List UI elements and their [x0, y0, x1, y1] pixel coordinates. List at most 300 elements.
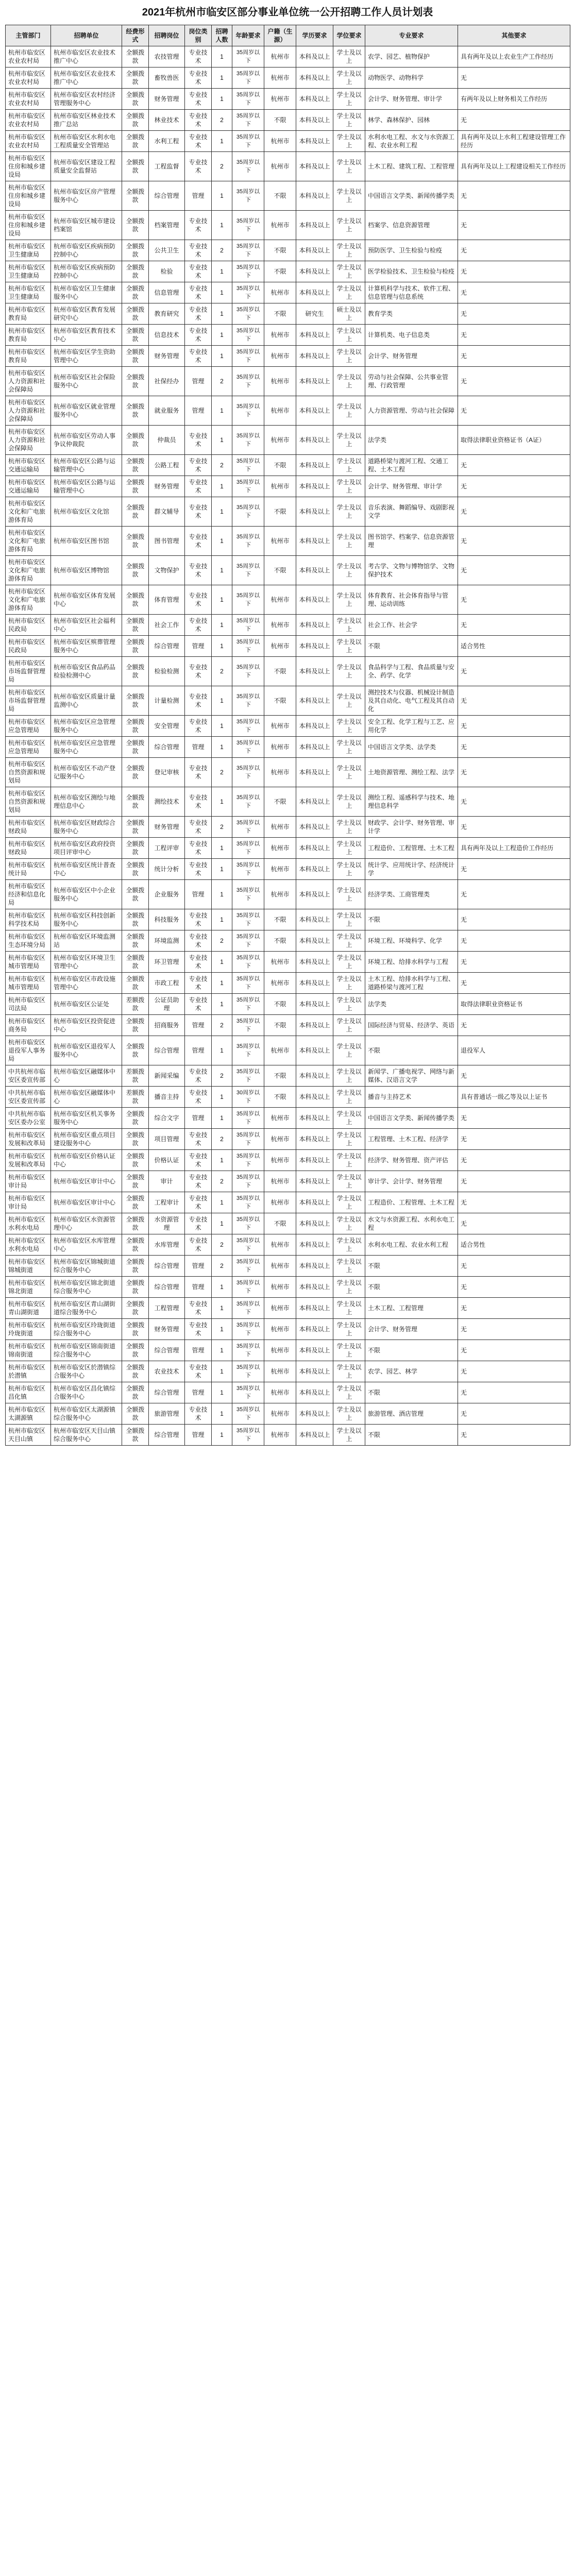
cell-other: 无 — [458, 1340, 570, 1361]
cell-degree: 学士及以上 — [333, 1234, 365, 1256]
cell-type: 专业技术 — [185, 131, 212, 152]
cell-count: 1 — [212, 1319, 232, 1340]
cell-edu: 本科及以上 — [296, 758, 333, 787]
cell-degree: 学士及以上 — [333, 325, 365, 346]
cell-unit: 杭州市临安区公路与运输管理中心 — [51, 455, 122, 476]
cell-major: 工程造价、工程管理、土木工程 — [365, 1192, 458, 1213]
table-row — [6, 636, 570, 657]
cell-count: 1 — [212, 1340, 232, 1361]
cell-age: 35周岁以下 — [232, 1382, 264, 1403]
cell-unit: 杭州市临安区机关事务服务中心 — [51, 1108, 122, 1129]
cell-major: 音乐表演、舞蹈编导、戏剧影视文学 — [365, 497, 458, 527]
cell-hukou: 杭州市 — [264, 737, 296, 758]
cell-other: 无 — [458, 952, 570, 973]
cell-hukou: 杭州市 — [264, 1108, 296, 1129]
cell-type: 专业技术 — [185, 497, 212, 527]
cell-major: 经济学类、工商管理类 — [365, 880, 458, 909]
table-row — [6, 426, 570, 455]
cell-unit: 杭州市临安区锦城街道综合服务中心 — [51, 1256, 122, 1277]
cell-position: 社会工作 — [149, 615, 185, 636]
cell-edu: 本科及以上 — [296, 1087, 333, 1108]
table-row — [6, 1150, 570, 1171]
cell-fund: 全额拨款 — [122, 636, 149, 657]
cell-dept: 杭州市临安区教育局 — [6, 346, 51, 367]
table-row — [6, 1015, 570, 1036]
cell-degree: 学士及以上 — [333, 1298, 365, 1319]
cell-other: 无 — [458, 367, 570, 396]
cell-degree: 学士及以上 — [333, 556, 365, 585]
cell-hukou: 杭州市 — [264, 1403, 296, 1425]
cell-position: 科技服务 — [149, 909, 185, 930]
cell-unit: 杭州市临安区中小企业服务中心 — [51, 880, 122, 909]
cell-type: 专业技术 — [185, 952, 212, 973]
cell-type: 专业技术 — [185, 152, 212, 181]
table-row — [6, 1403, 570, 1425]
cell-type: 专业技术 — [185, 455, 212, 476]
table-row — [6, 1319, 570, 1340]
cell-type: 专业技术 — [185, 282, 212, 303]
cell-dept: 杭州市临安区於潜镇 — [6, 1361, 51, 1382]
cell-degree: 学士及以上 — [333, 346, 365, 367]
cell-dept: 杭州市临安区卫生健康局 — [6, 240, 51, 261]
cell-position: 综合管理 — [149, 1256, 185, 1277]
cell-position: 财务管理 — [149, 89, 185, 110]
cell-hukou: 杭州市 — [264, 636, 296, 657]
cell-unit: 杭州市临安区体育发展中心 — [51, 585, 122, 615]
cell-major: 会计学、财务管理、审计学 — [365, 89, 458, 110]
cell-age: 35周岁以下 — [232, 758, 264, 787]
cell-type: 管理 — [185, 1036, 212, 1065]
cell-age: 35周岁以下 — [232, 657, 264, 686]
cell-fund: 全额拨款 — [122, 152, 149, 181]
cell-degree: 学士及以上 — [333, 1192, 365, 1213]
cell-dept: 杭州市临安区昌化镇 — [6, 1382, 51, 1403]
cell-hukou: 不限 — [264, 240, 296, 261]
cell-type: 专业技术 — [185, 1129, 212, 1150]
cell-hukou: 不限 — [264, 455, 296, 476]
cell-dept: 杭州市临安区自然资源和规划局 — [6, 787, 51, 817]
header-dept: 主管部门 — [6, 25, 51, 46]
cell-unit: 杭州市临安区林业技术推广总站 — [51, 110, 122, 131]
cell-type: 管理 — [185, 636, 212, 657]
table-row — [6, 1277, 570, 1298]
cell-major: 环境工程、给排水科学与工程 — [365, 952, 458, 973]
cell-position: 检验 — [149, 261, 185, 282]
cell-type: 专业技术 — [185, 859, 212, 880]
cell-dept: 杭州市临安区教育局 — [6, 303, 51, 325]
cell-age: 35周岁以下 — [232, 1065, 264, 1087]
cell-degree: 学士及以上 — [333, 497, 365, 527]
cell-position: 财务管理 — [149, 1319, 185, 1340]
cell-other: 无 — [458, 110, 570, 131]
cell-other: 无 — [458, 758, 570, 787]
cell-edu: 本科及以上 — [296, 994, 333, 1015]
cell-other: 无 — [458, 1425, 570, 1446]
cell-position: 工程监督 — [149, 152, 185, 181]
table-row — [6, 346, 570, 367]
cell-position: 公路工程 — [149, 455, 185, 476]
cell-type: 管理 — [185, 1425, 212, 1446]
cell-dept: 杭州市临安区锦北街道 — [6, 1277, 51, 1298]
cell-fund: 全额拨款 — [122, 455, 149, 476]
cell-age: 35周岁以下 — [232, 1256, 264, 1277]
cell-hukou: 杭州市 — [264, 973, 296, 994]
cell-age: 35周岁以下 — [232, 973, 264, 994]
cell-fund: 全额拨款 — [122, 527, 149, 556]
cell-edu: 本科及以上 — [296, 909, 333, 930]
cell-position: 群文辅导 — [149, 497, 185, 527]
cell-position: 工程审计 — [149, 1192, 185, 1213]
cell-position: 测绘技术 — [149, 787, 185, 817]
cell-edu: 本科及以上 — [296, 1150, 333, 1171]
cell-dept: 杭州市临安区农业农村局 — [6, 131, 51, 152]
cell-edu: 本科及以上 — [296, 476, 333, 497]
cell-type: 专业技术 — [185, 211, 212, 240]
table-row — [6, 1234, 570, 1256]
cell-position: 仲裁员 — [149, 426, 185, 455]
cell-type: 专业技术 — [185, 556, 212, 585]
cell-unit: 杭州市临安区锦北街道综合服务中心 — [51, 1277, 122, 1298]
cell-hukou: 不限 — [264, 994, 296, 1015]
cell-hukou: 杭州市 — [264, 325, 296, 346]
cell-hukou: 杭州市 — [264, 396, 296, 426]
cell-type: 管理 — [185, 880, 212, 909]
cell-count: 1 — [212, 787, 232, 817]
cell-degree: 学士及以上 — [333, 211, 365, 240]
cell-major: 不限 — [365, 909, 458, 930]
cell-major: 土地资源管理、测绘工程、法学 — [365, 758, 458, 787]
cell-degree: 学士及以上 — [333, 817, 365, 838]
cell-major: 农学、园艺、植物保护 — [365, 46, 458, 67]
cell-position: 社保经办 — [149, 367, 185, 396]
cell-major: 土木工程、给排水科学与工程、道路桥梁与渡河工程 — [365, 973, 458, 994]
cell-type: 专业技术 — [185, 838, 212, 859]
cell-degree: 学士及以上 — [333, 1108, 365, 1129]
cell-age: 35周岁以下 — [232, 909, 264, 930]
cell-edu: 本科及以上 — [296, 1108, 333, 1129]
cell-degree: 学士及以上 — [333, 636, 365, 657]
cell-degree: 学士及以上 — [333, 909, 365, 930]
cell-degree: 学士及以上 — [333, 838, 365, 859]
cell-other: 无 — [458, 303, 570, 325]
cell-other: 无 — [458, 1382, 570, 1403]
cell-degree: 学士及以上 — [333, 716, 365, 737]
header-hukou: 户籍（生源） — [264, 25, 296, 46]
cell-type: 专业技术 — [185, 973, 212, 994]
cell-edu: 本科及以上 — [296, 787, 333, 817]
cell-fund: 全额拨款 — [122, 67, 149, 89]
cell-type: 专业技术 — [185, 527, 212, 556]
cell-dept: 杭州市临安区天目山镇 — [6, 1425, 51, 1446]
cell-other: 无 — [458, 1256, 570, 1277]
cell-edu: 本科及以上 — [296, 367, 333, 396]
cell-type: 专业技术 — [185, 89, 212, 110]
cell-major: 图书馆学、档案学、信息资源管理 — [365, 527, 458, 556]
cell-degree: 学士及以上 — [333, 1036, 365, 1065]
cell-type: 专业技术 — [185, 1234, 212, 1256]
cell-unit: 杭州市临安区市政设施管理中心 — [51, 973, 122, 994]
cell-count: 1 — [212, 1192, 232, 1213]
cell-edu: 本科及以上 — [296, 240, 333, 261]
table-row — [6, 1425, 570, 1446]
cell-edu: 本科及以上 — [296, 110, 333, 131]
cell-major: 国际经济与贸易、经济学、英语 — [365, 1015, 458, 1036]
cell-major: 测绘工程、遥感科学与技术、地理信息科学 — [365, 787, 458, 817]
cell-major: 档案学、信息资源管理 — [365, 211, 458, 240]
table-row — [6, 89, 570, 110]
cell-hukou: 杭州市 — [264, 615, 296, 636]
cell-age: 35周岁以下 — [232, 1277, 264, 1298]
cell-fund: 全额拨款 — [122, 131, 149, 152]
cell-hukou: 杭州市 — [264, 1425, 296, 1446]
table-row — [6, 211, 570, 240]
cell-position: 信息技术 — [149, 325, 185, 346]
cell-fund: 全额拨款 — [122, 1298, 149, 1319]
cell-fund: 全额拨款 — [122, 787, 149, 817]
cell-hukou: 杭州市 — [264, 282, 296, 303]
cell-degree: 学士及以上 — [333, 758, 365, 787]
cell-fund: 全额拨款 — [122, 1108, 149, 1129]
cell-other: 无 — [458, 817, 570, 838]
cell-hukou: 杭州市 — [264, 1361, 296, 1382]
cell-other: 无 — [458, 909, 570, 930]
cell-dept: 杭州市临安区水利水电局 — [6, 1234, 51, 1256]
cell-edu: 本科及以上 — [296, 426, 333, 455]
cell-fund: 全额拨款 — [122, 367, 149, 396]
cell-edu: 本科及以上 — [296, 817, 333, 838]
cell-position: 农业技术 — [149, 1361, 185, 1382]
cell-degree: 学士及以上 — [333, 240, 365, 261]
table-row — [6, 497, 570, 527]
cell-hukou: 不限 — [264, 686, 296, 716]
cell-other: 无 — [458, 716, 570, 737]
cell-degree: 学士及以上 — [333, 1213, 365, 1234]
cell-type: 管理 — [185, 1277, 212, 1298]
cell-major: 会计学、财务管理 — [365, 1319, 458, 1340]
table-row — [6, 303, 570, 325]
cell-unit: 杭州市临安区锦南街道综合服务中心 — [51, 1340, 122, 1361]
cell-dept: 杭州市临安区人力资源和社会保障局 — [6, 367, 51, 396]
cell-age: 30周岁以下 — [232, 1087, 264, 1108]
cell-type: 专业技术 — [185, 930, 212, 952]
cell-fund: 全额拨款 — [122, 686, 149, 716]
cell-dept: 杭州市临安区水利水电局 — [6, 1213, 51, 1234]
cell-age: 35周岁以下 — [232, 686, 264, 716]
cell-age: 35周岁以下 — [232, 89, 264, 110]
cell-dept: 杭州市临安区统计局 — [6, 859, 51, 880]
cell-dept: 杭州市临安区住房和城乡建设局 — [6, 152, 51, 181]
cell-edu: 本科及以上 — [296, 1129, 333, 1150]
cell-type: 专业技术 — [185, 585, 212, 615]
table-row — [6, 716, 570, 737]
cell-edu: 本科及以上 — [296, 1065, 333, 1087]
cell-age: 35周岁以下 — [232, 131, 264, 152]
cell-count: 1 — [212, 476, 232, 497]
cell-degree: 学士及以上 — [333, 859, 365, 880]
table-row — [6, 973, 570, 994]
cell-count: 1 — [212, 89, 232, 110]
cell-edu: 本科及以上 — [296, 859, 333, 880]
cell-fund: 全额拨款 — [122, 585, 149, 615]
cell-dept: 杭州市临安区财政局 — [6, 817, 51, 838]
cell-unit: 杭州市临安区政府投资项目评审中心 — [51, 838, 122, 859]
table-row — [6, 585, 570, 615]
cell-position: 市政工程 — [149, 973, 185, 994]
cell-position: 新闻采编 — [149, 1065, 185, 1087]
table-row — [6, 1256, 570, 1277]
cell-hukou: 杭州市 — [264, 952, 296, 973]
cell-other: 无 — [458, 1361, 570, 1382]
cell-other: 具有两年及以上水利工程建设管理工作经历 — [458, 131, 570, 152]
cell-dept: 杭州市临安区青山湖街道 — [6, 1298, 51, 1319]
cell-count: 1 — [212, 615, 232, 636]
cell-major: 社会工作、社会学 — [365, 615, 458, 636]
cell-fund: 全额拨款 — [122, 909, 149, 930]
cell-unit: 杭州市临安区社会保险服务中心 — [51, 367, 122, 396]
cell-position: 综合管理 — [149, 1425, 185, 1446]
cell-major: 土木工程、工程管理 — [365, 1298, 458, 1319]
table-row — [6, 1065, 570, 1087]
table-row — [6, 527, 570, 556]
cell-age: 35周岁以下 — [232, 1361, 264, 1382]
cell-major: 法学类 — [365, 994, 458, 1015]
cell-age: 35周岁以下 — [232, 1171, 264, 1192]
cell-edu: 本科及以上 — [296, 585, 333, 615]
cell-count: 1 — [212, 1382, 232, 1403]
cell-hukou: 杭州市 — [264, 1036, 296, 1065]
cell-count: 2 — [212, 367, 232, 396]
cell-age: 35周岁以下 — [232, 527, 264, 556]
cell-type: 专业技术 — [185, 1319, 212, 1340]
page-title: 2021年杭州市临安区部分事业单位统一公开招聘工作人员计划表 — [142, 7, 433, 18]
cell-age: 35周岁以下 — [232, 46, 264, 67]
cell-fund: 全额拨款 — [122, 1425, 149, 1446]
cell-unit: 杭州市临安区疾病预防控制中心 — [51, 240, 122, 261]
cell-fund: 全额拨款 — [122, 396, 149, 426]
cell-other: 无 — [458, 240, 570, 261]
cell-edu: 本科及以上 — [296, 325, 333, 346]
cell-unit: 杭州市临安区环境监测站 — [51, 930, 122, 952]
cell-fund: 全额拨款 — [122, 1382, 149, 1403]
cell-fund: 全额拨款 — [122, 1015, 149, 1036]
cell-hukou: 杭州市 — [264, 46, 296, 67]
cell-type: 专业技术 — [185, 686, 212, 716]
header-count: 招聘人数 — [212, 25, 232, 46]
cell-position: 公证员助理 — [149, 994, 185, 1015]
cell-edu: 本科及以上 — [296, 1298, 333, 1319]
cell-count: 1 — [212, 211, 232, 240]
cell-hukou: 杭州市 — [264, 1382, 296, 1403]
cell-count: 1 — [212, 636, 232, 657]
cell-hukou: 杭州市 — [264, 67, 296, 89]
cell-major: 审计学、会计学、财务管理 — [365, 1171, 458, 1192]
cell-major: 旅游管理、酒店管理 — [365, 1403, 458, 1425]
cell-edu: 本科及以上 — [296, 1015, 333, 1036]
cell-degree: 学士及以上 — [333, 1256, 365, 1277]
cell-type: 专业技术 — [185, 46, 212, 67]
cell-hukou: 杭州市 — [264, 859, 296, 880]
table-row — [6, 994, 570, 1015]
cell-fund: 全额拨款 — [122, 556, 149, 585]
cell-major: 财政学、会计学、财务管理、审计学 — [365, 817, 458, 838]
cell-position: 农技管理 — [149, 46, 185, 67]
cell-degree: 学士及以上 — [333, 686, 365, 716]
cell-count: 1 — [212, 1213, 232, 1234]
cell-count: 1 — [212, 973, 232, 994]
cell-degree: 学士及以上 — [333, 476, 365, 497]
cell-other: 无 — [458, 787, 570, 817]
cell-unit: 杭州市临安区水库管理中心 — [51, 1234, 122, 1256]
cell-count: 1 — [212, 527, 232, 556]
cell-unit: 杭州市临安区天目山镇综合服务中心 — [51, 1425, 122, 1446]
cell-degree: 学士及以上 — [333, 110, 365, 131]
cell-major: 工程管理、土木工程、经济学 — [365, 1129, 458, 1150]
table-row — [6, 46, 570, 67]
cell-dept: 杭州市临安区生态环境分局 — [6, 930, 51, 952]
cell-type: 专业技术 — [185, 346, 212, 367]
header-age: 年龄要求 — [232, 25, 264, 46]
table-row — [6, 261, 570, 282]
cell-edu: 本科及以上 — [296, 1340, 333, 1361]
cell-unit: 杭州市临安区农村经济管理服务中心 — [51, 89, 122, 110]
cell-fund: 全额拨款 — [122, 952, 149, 973]
cell-edu: 本科及以上 — [296, 497, 333, 527]
cell-hukou: 杭州市 — [264, 1150, 296, 1171]
cell-unit: 杭州市临安区不动产登记服务中心 — [51, 758, 122, 787]
table-row — [6, 615, 570, 636]
cell-dept: 杭州市临安区人力资源和社会保障局 — [6, 426, 51, 455]
cell-hukou: 杭州市 — [264, 426, 296, 455]
cell-fund: 全额拨款 — [122, 1234, 149, 1256]
cell-other: 具有两年及以上工程建设相关工作经历 — [458, 152, 570, 181]
cell-age: 35周岁以下 — [232, 1234, 264, 1256]
cell-major: 中国语言文学类、新闻传播学类 — [365, 181, 458, 211]
cell-position: 财务管理 — [149, 476, 185, 497]
table-row — [6, 1192, 570, 1213]
cell-other: 无 — [458, 497, 570, 527]
cell-count: 2 — [212, 455, 232, 476]
cell-dept: 杭州市临安区教育局 — [6, 325, 51, 346]
table-row — [6, 930, 570, 952]
cell-count: 1 — [212, 994, 232, 1015]
header-unit: 招聘单位 — [51, 25, 122, 46]
cell-position: 检验检测 — [149, 657, 185, 686]
cell-other: 无 — [458, 1403, 570, 1425]
cell-hukou: 不限 — [264, 261, 296, 282]
cell-dept: 杭州市临安区发展和改革局 — [6, 1150, 51, 1171]
table-row — [6, 240, 570, 261]
cell-unit: 杭州市临安区殡葬管理服务中心 — [51, 636, 122, 657]
cell-position: 综合管理 — [149, 636, 185, 657]
cell-degree: 学士及以上 — [333, 1425, 365, 1446]
cell-age: 35周岁以下 — [232, 1425, 264, 1446]
cell-count: 1 — [212, 181, 232, 211]
cell-type: 专业技术 — [185, 67, 212, 89]
cell-hukou: 杭州市 — [264, 211, 296, 240]
cell-major: 新闻学、广播电视学、网络与新媒体、汉语言文学 — [365, 1065, 458, 1087]
cell-dept: 杭州市临安区农业农村局 — [6, 89, 51, 110]
cell-degree: 学士及以上 — [333, 657, 365, 686]
cell-degree: 学士及以上 — [333, 396, 365, 426]
cell-major: 计算机科学与技术、软件工程、信息管理与信息系统 — [365, 282, 458, 303]
cell-count: 1 — [212, 426, 232, 455]
cell-other: 无 — [458, 556, 570, 585]
table-row — [6, 476, 570, 497]
cell-degree: 学士及以上 — [333, 615, 365, 636]
cell-count: 1 — [212, 880, 232, 909]
cell-count: 2 — [212, 1015, 232, 1036]
cell-dept: 杭州市临安区市场监督管理局 — [6, 657, 51, 686]
